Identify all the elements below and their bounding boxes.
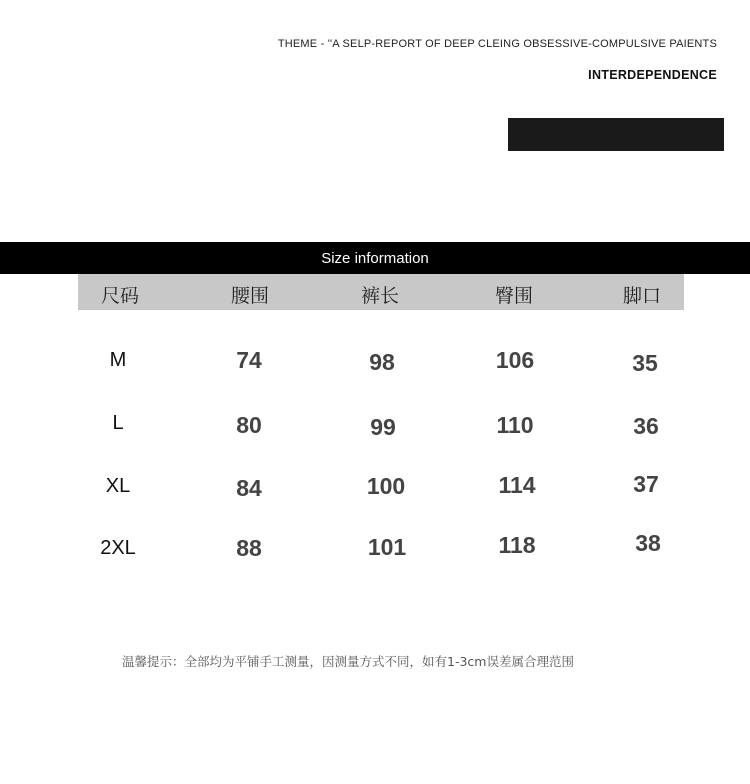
waist-cell: 88: [236, 535, 262, 561]
brand-name: INTERDEPENDENCE: [588, 68, 717, 82]
column-header-hip: 臀围: [494, 285, 534, 307]
size-cell: M: [109, 349, 127, 371]
length-cell: 101: [367, 534, 407, 560]
column-header-leg-opening: 脚口: [622, 285, 662, 307]
size-information-bar: [0, 242, 750, 274]
measurement-note: 温馨提示：全部均为平铺手工测量，因测量方式不同，如有1-3cm误差属合理范围: [122, 654, 574, 669]
length-cell: 98: [369, 349, 395, 375]
size-table-header: [78, 274, 684, 310]
color-swatch: [508, 118, 724, 151]
column-header-size: 尺码: [100, 285, 140, 307]
hip-cell: 118: [498, 532, 536, 558]
leg-opening-cell: 38: [635, 530, 661, 556]
size-cell: XL: [105, 475, 131, 497]
column-header-length: 裤长: [360, 285, 400, 307]
column-header-waist: 腰围: [230, 285, 270, 307]
table-row: [0, 472, 750, 512]
waist-cell: 80: [236, 412, 262, 438]
leg-opening-cell: 35: [632, 350, 658, 376]
table-row: [0, 410, 750, 450]
leg-opening-cell: 36: [633, 413, 659, 439]
length-cell: 100: [366, 473, 406, 499]
hip-cell: 106: [495, 347, 535, 373]
hip-cell: 110: [496, 412, 534, 438]
theme-line: THEME - ''A SELP-REPORT OF DEEP CLEING OBSESSIVE-COMPULSIVE PAIENTS: [277, 38, 717, 50]
size-cell: 2XL: [100, 537, 136, 559]
table-row: [0, 346, 750, 386]
size-cell: L: [112, 412, 124, 434]
table-row: [0, 530, 750, 573]
waist-cell: 84: [236, 475, 262, 501]
hip-cell: 114: [498, 472, 536, 498]
leg-opening-cell: 37: [633, 471, 659, 497]
length-cell: 99: [370, 414, 396, 440]
size-information-title: Size information: [321, 249, 429, 267]
waist-cell: 74: [236, 347, 262, 373]
